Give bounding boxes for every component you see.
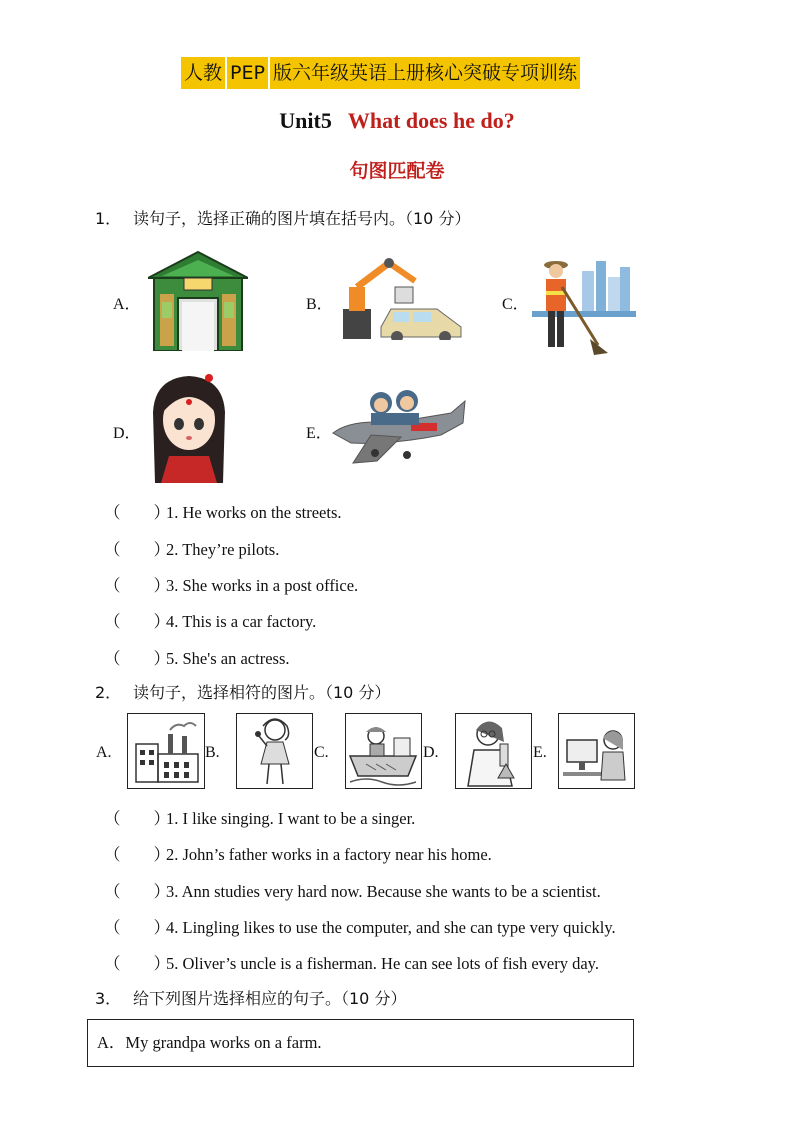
pilots-plane-icon <box>331 383 468 470</box>
s2-item <box>104 950 599 974</box>
s2-item <box>104 841 492 865</box>
s2-item-text: 5. Oliver’s uncle is a fisherman. He can see lots of fish every day. <box>166 954 599 973</box>
s2-item-text: 4. Lingling likes to use the computer, and she can type very quickly. <box>166 918 616 937</box>
s1-item <box>104 536 279 560</box>
post-office-icon <box>148 250 248 351</box>
option-a-frame <box>127 713 205 789</box>
sentence-option-box <box>87 1019 634 1067</box>
computer-user-icon <box>559 714 634 788</box>
option-a-label: A. <box>96 744 112 761</box>
section3-heading <box>95 986 406 1009</box>
banner-segment: 人教 <box>181 57 225 89</box>
answer-blank[interactable]: （ ） <box>104 649 170 668</box>
section3-number: 3． <box>95 989 122 1008</box>
answer-blank[interactable]: （ ） <box>104 882 170 901</box>
option-b-label: B． <box>306 296 333 313</box>
option-d-frame <box>455 713 532 789</box>
s2-item-text: 1. I like singing. I want to be a singer. <box>166 809 416 828</box>
answer-blank[interactable]: （ ） <box>104 576 170 595</box>
s1-item-text: 3. She works in a post office. <box>166 576 359 595</box>
fisherman-icon <box>346 714 421 788</box>
s1-item <box>104 499 342 523</box>
answer-blank[interactable]: （ ） <box>104 954 170 973</box>
sentence-option-a: A．My grandpa works on a farm. <box>97 1033 322 1052</box>
s2-item <box>104 878 601 902</box>
option-d-label: D． <box>113 425 141 442</box>
banner-segment: PEP <box>227 57 268 89</box>
option-c-label: C. <box>314 744 329 761</box>
s1-item-text: 2. They’re pilots. <box>166 540 280 559</box>
section3-instruction: 给下列图片选择相应的句子。（10 分） <box>133 989 407 1008</box>
section2-number: 2． <box>95 683 122 702</box>
option-b-label: B. <box>205 744 220 761</box>
unit-title <box>0 108 794 134</box>
car-factory-robot-icon <box>331 257 464 340</box>
s1-item <box>104 645 289 669</box>
s1-item <box>104 572 358 596</box>
section1-number: 1． <box>95 209 122 228</box>
answer-blank[interactable]: （ ） <box>104 809 170 828</box>
actress-icon <box>145 372 233 483</box>
singer-icon <box>237 714 312 788</box>
section2-heading <box>95 680 390 703</box>
worksheet-subtitle: 句图匹配卷 <box>349 160 445 182</box>
option-c-label: C． <box>502 296 529 313</box>
answer-blank[interactable]: （ ） <box>104 540 170 559</box>
answer-blank[interactable]: （ ） <box>104 612 170 631</box>
scientist-icon <box>456 714 531 788</box>
section2-instruction: 读句子，选择相符的图片。（10 分） <box>133 683 391 702</box>
option-c-frame <box>345 713 422 789</box>
option-e-frame <box>558 713 635 789</box>
s2-item-text: 3. Ann studies very hard now. Because she wants to be a scientist. <box>166 882 601 901</box>
s1-item <box>104 608 316 632</box>
s2-item <box>104 805 415 829</box>
option-b-frame <box>236 713 313 789</box>
s1-item-text: 5. She's an actress. <box>166 649 290 668</box>
option-e-label: E. <box>533 744 547 761</box>
option-a-label: A． <box>113 296 141 313</box>
s2-item <box>104 914 616 938</box>
unit-question: What does he do? <box>347 108 515 133</box>
answer-blank[interactable]: （ ） <box>104 503 170 522</box>
title-banner <box>181 57 613 89</box>
section1-heading <box>95 206 470 229</box>
s1-item-text: 4. This is a car factory. <box>166 612 317 631</box>
s1-item-text: 1. He works on the streets. <box>166 503 342 522</box>
street-sweeper-icon <box>532 253 636 356</box>
banner-segment: 版六年级英语上册核心突破专项训练 <box>270 57 580 89</box>
unit-number: Unit5 <box>279 108 332 133</box>
s2-item-text: 2. John’s father works in a factory near his home. <box>166 845 492 864</box>
option-d-label: D. <box>423 744 439 761</box>
answer-blank[interactable]: （ ） <box>104 918 170 937</box>
answer-blank[interactable]: （ ） <box>104 845 170 864</box>
section1-instruction: 读句子，选择正确的图片填在括号内。（10 分） <box>133 209 471 228</box>
option-e-label: E． <box>306 425 332 442</box>
factory-icon <box>128 714 204 788</box>
